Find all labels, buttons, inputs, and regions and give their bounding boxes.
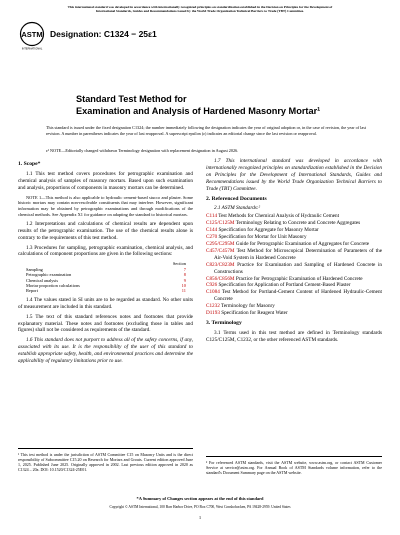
table-header: Section xyxy=(172,261,186,267)
section-link[interactable]: 7 xyxy=(183,266,186,272)
list-item: C270 Specification for Mortar for Unit Masonry xyxy=(206,234,307,241)
designation: Designation: C1324 − 25ε1 xyxy=(50,29,157,39)
left-column xyxy=(18,158,193,368)
astm-logo xyxy=(19,21,45,51)
reference-list xyxy=(206,213,382,317)
sections-table xyxy=(26,261,186,293)
reference-link[interactable]: C144 xyxy=(206,227,218,234)
list-item: C1232 Terminology for Masonry xyxy=(206,303,275,310)
paragraph-1-1: 1.1 This test method covers procedures for petrographic examination and chemical analysis of samples of masonry mortars. Based upon such examination and analysis, proportions of components in masonry mortars can be determined. xyxy=(18,170,193,191)
paragraph-1-3: 1.3 Procedures for sampling, petrographic examination, chemical analysis, and calculations of component proportions are given in the following sections: xyxy=(18,244,193,258)
note-1-text: NOTE 1—This method is also applicable to hydraulic cement-based stucco and plaster. Some historic mortars may contain non-resolvable constituents that may interfere. However, significant information may be obtained by petrographic examinations and through modifications of the chemical methods. See Appendix X1 for guidance on adapting the standard to historical mortars. xyxy=(18,194,193,218)
document-title xyxy=(76,93,376,117)
title-line-2: Examination and Analysis of Hardened Masonry Mortar¹ xyxy=(76,106,321,116)
list-item: C114 Test Methods for Chemical Analysis of Hydraulic Cement xyxy=(206,213,340,220)
paragraph-3-1: 3.1 Terms used in this test method are defined in Terminology standards C125/C125M, C1232, or the other referenced ASTM standards. xyxy=(206,329,382,343)
note-1 xyxy=(18,195,193,218)
reference-link[interactable]: C856/C856M xyxy=(206,275,235,282)
title-line-1: Standard Test Method for xyxy=(76,94,187,104)
section-heading-referenced-documents: 2. Referenced Documents xyxy=(206,195,267,202)
paragraph-1-6: 1.6 This standard does not purport to address all of the safety concerns, if any, associated with its use. It is the responsibility of the user of this standard to establish appropriate safety, health, and environmental practices and determine the applicability of regulatory limitations prior to use. xyxy=(18,337,193,365)
section-heading-terminology: 3. Terminology xyxy=(206,319,242,326)
paragraph-1-5: 1.5 The text of this standard references notes and footnotes that provide explanatory material. These notes and footnotes (excluding those in tables and figures) shall not be considered as requirements of the standard. xyxy=(18,313,193,334)
section-link[interactable]: 9 xyxy=(183,277,186,283)
list-item: D1193 Specification for Reagent Water xyxy=(206,310,288,317)
paragraph-1-4: 1.4 The values stated in SI units are to be regarded as standard. No other units of measurement are included in this standard. xyxy=(18,296,193,310)
right-column xyxy=(206,158,382,347)
table-row: Report 11 xyxy=(26,288,186,294)
svg-text:INTERNATIONAL: INTERNATIONAL xyxy=(21,47,43,51)
page-number: 1 xyxy=(198,515,202,520)
wto-notice: This international standard was developed in accordance with internationally recognized principles on standardization established in the Decision on Principles for the Development of International Standards, Guides and Recommendations issued by the World Trade Organization Technical Barriers to Trade (TBT) Committee. xyxy=(67,5,333,13)
section-heading-scope: 1. Scope* xyxy=(18,161,41,167)
footnote-divider-left xyxy=(18,448,193,450)
reference-link[interactable]: C270 xyxy=(206,234,218,241)
reference-link[interactable]: C295/C295M xyxy=(206,240,235,247)
reference-link[interactable]: C114 xyxy=(206,213,218,220)
reference-link[interactable]: C125/C125M xyxy=(206,220,235,227)
list-item: C457/C457M Test Method for Microscopical Determination of Parameters of the Air-Void System in Hardened Concrete xyxy=(206,247,382,261)
section-link[interactable]: 10 xyxy=(181,282,186,288)
footnote-2: ² For referenced ASTM standards, visit the ASTM website, www.astm.org, or contact ASTM Customer Service at service@astm.org. For Annual Book of ASTM Standards volume information, refer to the standard's Document Summary page on the ASTM website. xyxy=(206,460,382,475)
section-link[interactable]: 8 xyxy=(183,272,186,278)
table-row: Mortar proportion calculations 10 xyxy=(26,282,186,288)
table-row: Chemical analysis 9 xyxy=(26,277,186,283)
summary-of-changes-notice: *A Summary of Changes section appears at the end of this standard xyxy=(136,496,264,501)
list-item: C144 Specification for Aggregate for Masonry Mortar xyxy=(206,227,319,234)
reference-link[interactable]: C926 xyxy=(206,282,218,289)
footnote-divider-right xyxy=(206,456,382,458)
reference-link[interactable]: C823/C823M xyxy=(206,261,235,268)
list-item: C926 Specification for Application of Portland Cement-Based Plaster xyxy=(206,282,351,289)
paragraph-1-7: 1.7 This international standard was developed in accordance with internationally recognized principles on standardization established in the Decision on Principles for the Development of International Standards, Guides and Recommendations issued by the World Trade Organization Technical Barriers to Trade (TBT) Committee. xyxy=(206,158,382,192)
astm-standards-subheading: 2.1 ASTM Standards:² xyxy=(214,205,261,212)
paragraph-1-2: 1.2 Interpretations and calculations of chemical results are dependent upon results of the petrographic examination. The use of the chemical results alone is contrary to the requirements of this test method. xyxy=(18,220,193,241)
svg-text:ASTM: ASTM xyxy=(21,30,43,39)
reference-link[interactable]: D1193 xyxy=(206,310,220,317)
list-item: C823/C823M Practice for Examination and Sampling of Hardened Concrete in Constructions xyxy=(206,261,382,275)
footnote-1: ¹ This test method is under the jurisdiction of ASTM Committee C15 on Masonry Units and is the direct responsibility of Subcommittee C15.20 on Research for Mortars and Grouts. Current edition approved June 1, 2025. Published June 2025. Originally approved in 2002. Last previous edition approved in 2020 as C1324 – 20a. DOI: 10.1520/C1324-25E01. xyxy=(18,452,193,472)
list-item: C1084 Test Method for Portland-Cement Content of Hardened Hydraulic-Cement Concrete xyxy=(206,289,382,303)
section-link[interactable]: 11 xyxy=(181,288,186,294)
reference-link[interactable]: C1084 xyxy=(206,289,220,296)
list-item: C856/C856M Practice for Petrographic Examination of Hardened Concrete xyxy=(206,275,363,282)
table-row: Sampling 7 xyxy=(26,266,186,272)
reference-link[interactable]: C1232 xyxy=(206,303,220,310)
reference-link[interactable]: C457/C457M xyxy=(206,247,235,254)
standard-note: This standard is issued under the fixed designation C1324; the number immediately following the designation indicates the year of original adoption or, in the case of revision, the year of last revision. A number in parentheses indicates the year of last reapproval. A superscript epsilon (ε) indicates an editorial change since the last revision or reapproval. xyxy=(46,125,366,136)
table-row: Petrographic examination 8 xyxy=(26,272,186,278)
editorial-note: ε¹ NOTE—Editorially changed withdrawn Terminology designation with replacement designation in August 2026. xyxy=(46,148,239,153)
list-item: C125/C125M Terminology Relating to Concrete and Concrete Aggregates xyxy=(206,220,361,227)
copyright-line: Copyright © ASTM International, 100 Barr Harbor Drive, PO Box C700, West Conshohocken, PA 19428-2959. United States xyxy=(109,505,291,509)
list-item: C295/C295M Guide for Petrographic Examination of Aggregates for Concrete xyxy=(206,240,370,247)
